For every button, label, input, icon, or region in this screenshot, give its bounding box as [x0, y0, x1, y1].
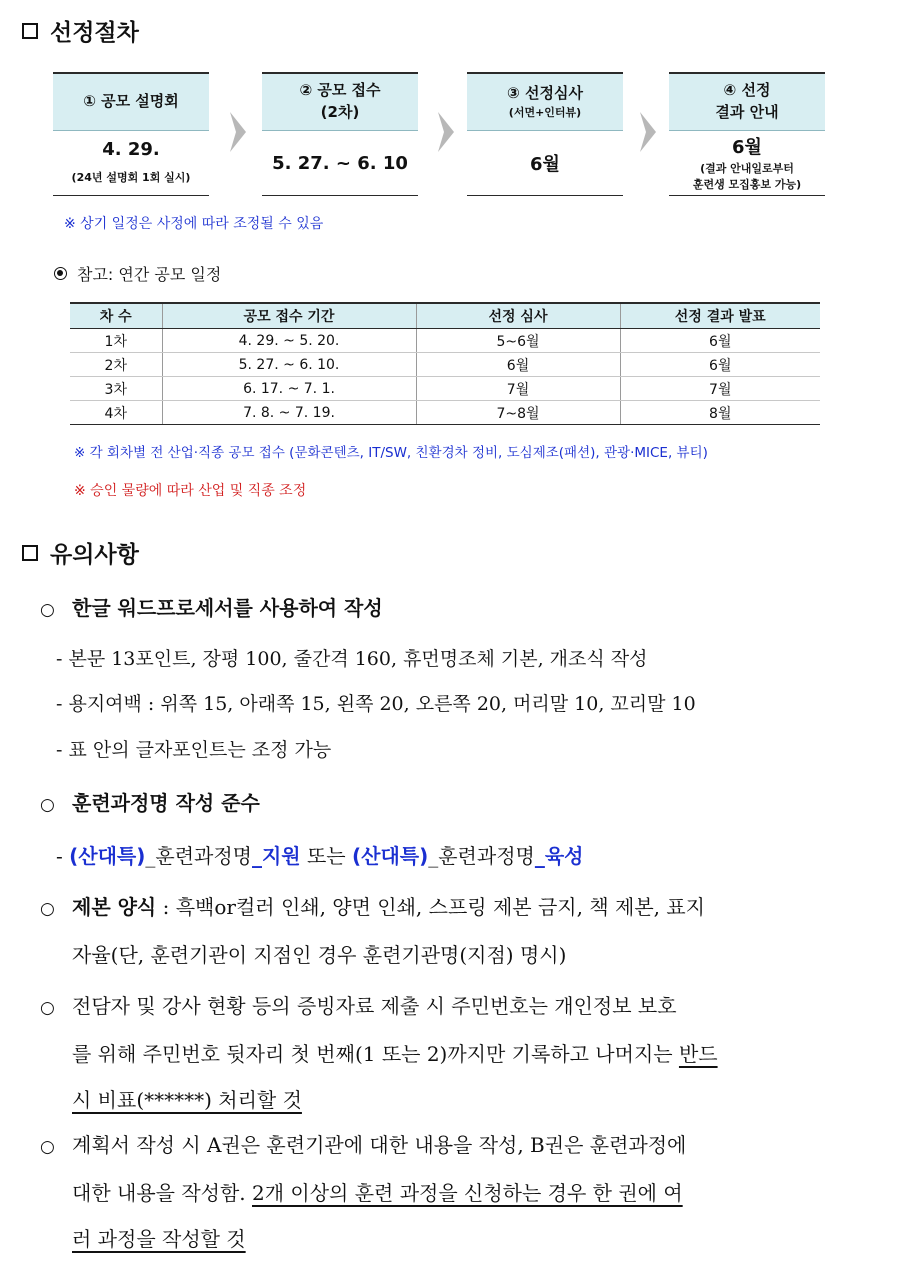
step-2-date: 5. 27. ~ 6. 10	[272, 152, 408, 174]
course-name-part: _훈련과정명	[145, 844, 252, 868]
note-3-title: 제본 양식	[72, 895, 157, 919]
schedule-notice: ※ 상기 일정은 사정에 따라 조정될 수 있음	[64, 216, 324, 232]
table-cell: 5. 27. ~ 6. 10.	[162, 353, 416, 377]
table-cell: 7~8월	[416, 401, 620, 425]
course-name-part: _훈련과정명	[428, 844, 535, 868]
note-1-title: 한글 워드프로세서를 사용하여 작성	[72, 596, 383, 620]
table-header-cell: 차 수	[70, 303, 162, 329]
note-4-line-2-underlined: 반드	[678, 1042, 718, 1066]
table-row	[70, 377, 820, 401]
table-cell: 5~6월	[416, 329, 620, 353]
note-bullet-2	[40, 780, 860, 828]
note-5-line-2-underlined: 2개 이상의 훈련 과정을 신청하는 경우 한 권에 여	[252, 1181, 683, 1205]
table-cell: 6월	[620, 329, 820, 353]
course-prefix: (산대특)	[351, 844, 429, 868]
reference-note-adjustment: ※ 승인 물량에 따라 산업 및 직종 조정	[74, 483, 307, 499]
table-cell: 7월	[416, 377, 620, 401]
course-or: 또는	[300, 844, 352, 868]
table-cell: 8월	[620, 401, 820, 425]
table-row	[70, 329, 820, 353]
circle-bullet-icon: ○	[40, 1137, 55, 1157]
circle-bullet-icon: ○	[40, 600, 55, 620]
step-1-body	[53, 131, 209, 196]
table-cell: 3차	[70, 377, 162, 401]
note-bullet-4	[40, 983, 860, 1123]
step-1	[53, 72, 209, 196]
course-prefix: (산대특)	[69, 844, 146, 868]
note-3-line-2: 자율(단, 훈련기관이 지점인 경우 훈련기관명(지점) 명시)	[72, 943, 567, 967]
step-4-sublabel: 결과 안내	[715, 103, 779, 121]
note-bullet-1	[40, 585, 860, 633]
circle-bullet-icon: ○	[40, 795, 55, 815]
section-title-selection	[22, 14, 139, 47]
table-row	[70, 401, 820, 425]
step-2-head	[262, 72, 418, 131]
table-header-row	[70, 303, 820, 329]
note-4-line-1: 전담자 및 강사 현황 등의 증빙자료 제출 시 주민번호는 개인정보 보호	[72, 994, 677, 1018]
step-3-head	[467, 72, 623, 131]
step-2-sublabel: (2차)	[320, 103, 360, 121]
step-1-note: (24년 설명회 1회 실시)	[71, 171, 191, 185]
checkbox-square-icon	[22, 545, 38, 561]
step-4-date: 6월	[732, 136, 762, 158]
chevron-right-icon	[224, 108, 252, 156]
schedule-table	[70, 302, 820, 425]
circle-bullet-icon: ○	[40, 998, 55, 1018]
section-title-text: 유의사항	[50, 542, 139, 568]
chevron-right-icon	[634, 108, 662, 156]
table-row	[70, 353, 820, 377]
step-1-label: ① 공모 설명회	[83, 92, 179, 111]
step-2	[262, 72, 418, 196]
step-1-date: 4. 29.	[102, 139, 160, 161]
reference-title-text: 참고: 연간 공모 일정	[77, 265, 222, 284]
checkbox-square-icon	[22, 23, 38, 39]
table-header-cell: 선정 결과 발표	[620, 303, 820, 329]
course-suffix-support: _지원	[251, 844, 301, 868]
table-header-cell: 공모 접수 기간	[162, 303, 416, 329]
table-cell: 4. 29. ~ 5. 20.	[162, 329, 416, 353]
note-1-detail-3: - 표 안의 글자포인트는 조정 가능	[56, 739, 332, 761]
note-1-detail-1: - 본문 13포인트, 장평 100, 줄간격 160, 휴먼명조체 기본, 개조식 작성	[56, 648, 648, 670]
step-4-note-2: 훈련생 모집홍보 가능)	[692, 178, 802, 191]
step-3	[467, 72, 623, 196]
step-3-label: ③ 선정심사	[507, 84, 583, 103]
step-3-sublabel: (서면+인터뷰)	[508, 105, 582, 119]
note-2-dash: -	[56, 844, 70, 868]
note-5-line-2: 대한 내용을 작성함.	[72, 1181, 252, 1205]
note-bullet-3	[40, 884, 860, 978]
section-title-text: 선정절차	[50, 20, 139, 46]
chevron-right-icon	[432, 108, 460, 156]
step-4-body	[669, 131, 825, 196]
step-4-head	[669, 72, 825, 131]
step-3-date: 6월	[530, 154, 560, 175]
note-5-line-3-underlined: 러 과정을 작성할 것	[72, 1227, 246, 1251]
note-1-detail-2: - 용지여백 : 위쪽 15, 아래쪽 15, 왼쪽 20, 오른쪽 20, 머리말 10, 꼬리말 10	[56, 693, 696, 715]
table-cell: 2차	[70, 353, 162, 377]
table-cell: 7월	[620, 377, 820, 401]
table-cell: 7. 8. ~ 7. 19.	[162, 401, 416, 425]
note-3-line-1: : 흑백or컬러 인쇄, 양면 인쇄, 스프링 제본 금지, 책 제본, 표지	[156, 895, 705, 919]
note-4-line-3-underlined: 시 비표(******) 처리할 것	[72, 1088, 302, 1112]
step-3-body	[467, 131, 623, 196]
note-bullet-5	[40, 1122, 860, 1262]
step-4-label: ④ 선정	[723, 81, 771, 100]
table-cell: 4차	[70, 401, 162, 425]
step-2-label: ② 공모 접수	[299, 81, 381, 100]
step-4-note-1: (결과 안내일로부터	[700, 161, 794, 175]
table-cell: 6월	[416, 353, 620, 377]
table-header-cell: 선정 심사	[416, 303, 620, 329]
course-suffix-develop: _육성	[534, 844, 584, 868]
radio-bullet-icon	[54, 267, 67, 280]
note-5-line-1: 계획서 작성 시 A권은 훈련기관에 대한 내용을 작성, B권은 훈련과정에	[72, 1133, 687, 1157]
table-cell: 6. 17. ~ 7. 1.	[162, 377, 416, 401]
step-2-body	[262, 131, 418, 196]
note-4-line-2: 를 위해 주민번호 뒷자리 첫 번째(1 또는 2)까지만 기록하고 나머지는	[72, 1042, 679, 1066]
step-4	[669, 72, 825, 196]
table-cell: 1차	[70, 329, 162, 353]
section-title-notes	[22, 536, 139, 569]
note-2-title: 훈련과정명 작성 준수	[72, 791, 260, 815]
circle-bullet-icon: ○	[40, 899, 55, 919]
table-cell: 6월	[620, 353, 820, 377]
reference-note-industries: ※ 각 회차별 전 산업·직종 공모 접수 (문화콘텐츠, IT/SW, 친환경차 정비, 도심제조(패션), 관광·MICE, 뷰티)	[74, 445, 708, 461]
reference-title	[54, 262, 221, 285]
step-1-head	[53, 72, 209, 131]
note-2-course-name-rule	[56, 840, 583, 869]
